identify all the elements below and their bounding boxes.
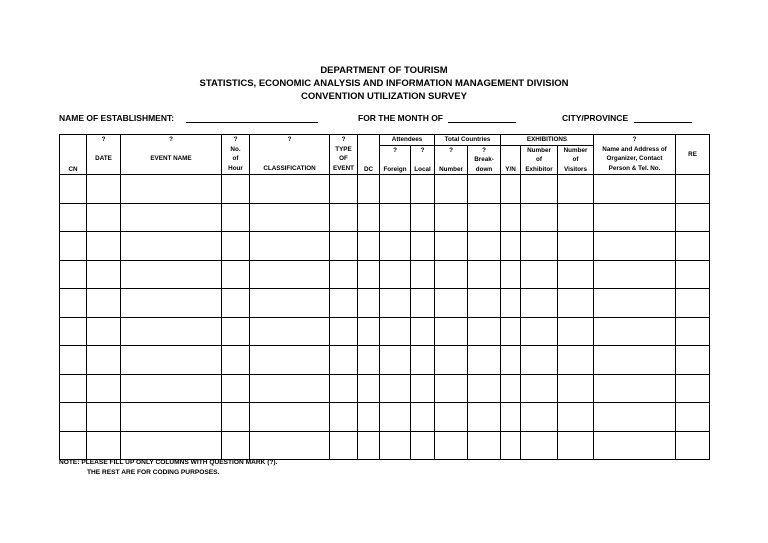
col-event-name: ? EVENT NAME <box>121 135 222 175</box>
col-yn: Y/N <box>501 145 521 175</box>
table-cell[interactable] <box>594 374 676 403</box>
table-cell[interactable] <box>250 175 330 204</box>
col-cn: CN <box>60 135 87 175</box>
table-cell[interactable] <box>60 232 87 261</box>
table-cell[interactable] <box>501 289 521 318</box>
table-cell[interactable] <box>222 403 250 432</box>
table-cell[interactable] <box>60 403 87 432</box>
col-number-of-visitors: Number of Visitors <box>558 145 594 175</box>
table-cell[interactable] <box>121 232 222 261</box>
table-cell[interactable] <box>501 346 521 375</box>
table-row <box>60 260 710 289</box>
city-field <box>562 113 692 123</box>
table-cell[interactable] <box>676 175 710 204</box>
table-cell[interactable] <box>250 260 330 289</box>
table-row <box>60 431 710 460</box>
table-cell[interactable] <box>222 317 250 346</box>
table-cell[interactable] <box>435 374 468 403</box>
table-cell[interactable] <box>558 232 594 261</box>
footnote <box>59 458 277 478</box>
table-cell[interactable] <box>250 317 330 346</box>
table-cell[interactable] <box>358 260 380 289</box>
table-cell[interactable] <box>676 403 710 432</box>
table-cell[interactable] <box>594 289 676 318</box>
table-cell[interactable] <box>380 431 411 460</box>
table-cell[interactable] <box>676 374 710 403</box>
table-cell[interactable] <box>380 317 411 346</box>
table-cell[interactable] <box>358 317 380 346</box>
table-cell[interactable] <box>594 175 676 204</box>
table-cell[interactable] <box>411 289 435 318</box>
table-cell[interactable] <box>501 175 521 204</box>
table-cell[interactable] <box>330 317 358 346</box>
table-row <box>60 203 710 232</box>
table-cell[interactable] <box>87 175 121 204</box>
month-label: FOR THE MONTH OF <box>358 113 443 123</box>
table-cell[interactable] <box>521 317 558 346</box>
table-cell[interactable] <box>468 260 501 289</box>
table-cell[interactable] <box>468 431 501 460</box>
table-cell[interactable] <box>594 346 676 375</box>
table-cell[interactable] <box>250 203 330 232</box>
table-cell[interactable] <box>330 289 358 318</box>
table-cell[interactable] <box>594 403 676 432</box>
group-total-countries: Total Countries <box>435 135 501 146</box>
table-cell[interactable] <box>250 232 330 261</box>
table-cell[interactable] <box>501 403 521 432</box>
table-cell[interactable] <box>411 203 435 232</box>
month-field <box>358 113 516 123</box>
table-cell[interactable] <box>676 232 710 261</box>
table-cell[interactable] <box>60 374 87 403</box>
month-blank[interactable] <box>448 113 516 123</box>
table-cell[interactable] <box>330 346 358 375</box>
table-cell[interactable] <box>222 289 250 318</box>
table-cell[interactable] <box>558 317 594 346</box>
table-cell[interactable] <box>594 260 676 289</box>
table-cell[interactable] <box>380 232 411 261</box>
table-row <box>60 374 710 403</box>
col-number: ? Number <box>435 145 468 175</box>
table-cell[interactable] <box>558 346 594 375</box>
city-label: CITY/PROVINCE <box>562 113 629 123</box>
table-cell[interactable] <box>87 203 121 232</box>
table-cell[interactable] <box>222 346 250 375</box>
table-cell[interactable] <box>468 289 501 318</box>
establishment-field <box>59 113 318 123</box>
table-cell[interactable] <box>594 203 676 232</box>
table-cell[interactable] <box>558 431 594 460</box>
table-cell[interactable] <box>501 317 521 346</box>
table-cell[interactable] <box>121 346 222 375</box>
table-cell[interactable] <box>330 232 358 261</box>
table-cell[interactable] <box>676 260 710 289</box>
table-cell[interactable] <box>501 374 521 403</box>
table-cell[interactable] <box>358 431 380 460</box>
division-title: STATISTICS, ECONOMIC ANALYSIS AND INFORMATION MANAGEMENT DIVISION <box>199 78 569 89</box>
city-blank[interactable] <box>634 113 692 123</box>
col-local: ? Local <box>411 145 435 175</box>
table-cell[interactable] <box>250 289 330 318</box>
table-cell[interactable] <box>558 175 594 204</box>
note-line-2: THE REST ARE FOR CODING PURPOSES. <box>87 469 220 476</box>
col-foreign: ? Foreign <box>380 145 411 175</box>
table-cell[interactable] <box>676 203 710 232</box>
table-cell[interactable] <box>380 346 411 375</box>
table-cell[interactable] <box>87 403 121 432</box>
table-cell[interactable] <box>435 289 468 318</box>
table-cell[interactable] <box>60 203 87 232</box>
table-cell[interactable] <box>121 403 222 432</box>
table-cell[interactable] <box>521 203 558 232</box>
table-cell[interactable] <box>521 175 558 204</box>
department-title: DEPARTMENT OF TOURISM <box>320 65 448 76</box>
form-header <box>0 64 768 103</box>
table-cell[interactable] <box>358 232 380 261</box>
table-row <box>60 289 710 318</box>
table-cell[interactable] <box>121 317 222 346</box>
table-row <box>60 232 710 261</box>
table-cell[interactable] <box>411 346 435 375</box>
table-cell[interactable] <box>380 289 411 318</box>
table-cell[interactable] <box>330 403 358 432</box>
note-line-1: NOTE: PLEASE FILL UP ONLY COLUMNS WITH QUESTION MARK (?). <box>59 459 278 466</box>
table-cell[interactable] <box>222 374 250 403</box>
table-cell[interactable] <box>358 175 380 204</box>
table-cell[interactable] <box>250 403 330 432</box>
table-cell[interactable] <box>380 203 411 232</box>
table-cell[interactable] <box>250 346 330 375</box>
col-breakdown: ? Break- down <box>468 145 501 175</box>
col-date: ? DATE <box>87 135 121 175</box>
table-cell[interactable] <box>121 260 222 289</box>
table-cell[interactable] <box>435 403 468 432</box>
table-cell[interactable] <box>594 431 676 460</box>
table-cell[interactable] <box>60 346 87 375</box>
table-cell[interactable] <box>521 403 558 432</box>
table-cell[interactable] <box>411 403 435 432</box>
table-cell[interactable] <box>411 374 435 403</box>
table-row <box>60 317 710 346</box>
table-row <box>60 175 710 204</box>
table-cell[interactable] <box>380 374 411 403</box>
table-cell[interactable] <box>676 346 710 375</box>
table-cell[interactable] <box>468 175 501 204</box>
table-cell[interactable] <box>411 232 435 261</box>
col-classification: ? CLASSIFICATION <box>250 135 330 175</box>
table-cell[interactable] <box>676 317 710 346</box>
table-cell[interactable] <box>380 175 411 204</box>
table-cell[interactable] <box>411 431 435 460</box>
table-cell[interactable] <box>222 232 250 261</box>
table-cell[interactable] <box>468 346 501 375</box>
table-cell[interactable] <box>121 374 222 403</box>
table-cell[interactable] <box>250 431 330 460</box>
table-cell[interactable] <box>121 289 222 318</box>
table-cell[interactable] <box>435 203 468 232</box>
table-cell[interactable] <box>558 403 594 432</box>
table-cell[interactable] <box>435 431 468 460</box>
table-cell[interactable] <box>521 374 558 403</box>
table-cell[interactable] <box>60 317 87 346</box>
table-cell[interactable] <box>435 260 468 289</box>
table-cell[interactable] <box>60 289 87 318</box>
col-no-of-hour: ? No. of Hour <box>222 135 250 175</box>
table-cell[interactable] <box>435 346 468 375</box>
table-cell[interactable] <box>222 175 250 204</box>
table-cell[interactable] <box>521 289 558 318</box>
table-cell[interactable] <box>435 232 468 261</box>
table-cell[interactable] <box>87 346 121 375</box>
table-cell[interactable] <box>250 374 330 403</box>
table-cell[interactable] <box>380 260 411 289</box>
header-row-1 <box>60 135 710 146</box>
table-cell[interactable] <box>87 317 121 346</box>
col-organizer: ? Name and Address of Organizer, Contact Person & Tel. No. <box>594 135 676 175</box>
table-row <box>60 346 710 375</box>
table-cell[interactable] <box>411 317 435 346</box>
survey-table <box>59 134 710 460</box>
table-cell[interactable] <box>521 232 558 261</box>
table-row <box>60 403 710 432</box>
table-cell[interactable] <box>501 260 521 289</box>
table-cell[interactable] <box>468 317 501 346</box>
table-cell[interactable] <box>87 374 121 403</box>
table-cell[interactable] <box>468 403 501 432</box>
table-cell[interactable] <box>558 374 594 403</box>
table-cell[interactable] <box>501 232 521 261</box>
table-cell[interactable] <box>676 431 710 460</box>
group-attendees: Attendees <box>380 135 435 146</box>
table-cell[interactable] <box>521 260 558 289</box>
table-cell[interactable] <box>358 203 380 232</box>
table-cell[interactable] <box>468 232 501 261</box>
table-cell[interactable] <box>558 260 594 289</box>
col-re: RE <box>676 135 710 175</box>
table-cell[interactable] <box>87 289 121 318</box>
table-cell[interactable] <box>468 203 501 232</box>
table-cell[interactable] <box>121 431 222 460</box>
table-cell[interactable] <box>358 289 380 318</box>
form-fields <box>59 113 709 127</box>
table-cell[interactable] <box>558 203 594 232</box>
table-cell[interactable] <box>60 260 87 289</box>
table-cell[interactable] <box>330 431 358 460</box>
table-cell[interactable] <box>222 203 250 232</box>
table-cell[interactable] <box>521 346 558 375</box>
table-cell[interactable] <box>501 203 521 232</box>
table-cell[interactable] <box>435 317 468 346</box>
establishment-blank[interactable] <box>186 113 318 123</box>
survey-title: CONVENTION UTILIZATION SURVEY <box>301 91 467 102</box>
table-cell[interactable] <box>676 289 710 318</box>
table-cell[interactable] <box>558 289 594 318</box>
table-cell[interactable] <box>358 374 380 403</box>
table-cell[interactable] <box>501 431 521 460</box>
table-cell[interactable] <box>330 374 358 403</box>
table-cell[interactable] <box>468 374 501 403</box>
table-cell[interactable] <box>60 175 87 204</box>
group-exhibitions: EXHIBITIONS <box>501 135 594 146</box>
table-cell[interactable] <box>60 431 87 460</box>
table-cell[interactable] <box>222 431 250 460</box>
table-cell[interactable] <box>87 232 121 261</box>
col-dc: DC <box>358 135 380 175</box>
table-cell[interactable] <box>594 317 676 346</box>
table-cell[interactable] <box>121 175 222 204</box>
table-cell[interactable] <box>521 431 558 460</box>
table-cell[interactable] <box>222 260 250 289</box>
table-cell[interactable] <box>330 260 358 289</box>
table-cell[interactable] <box>87 260 121 289</box>
table-cell[interactable] <box>358 346 380 375</box>
col-number-of-exhibitor: Number of Exhibitor <box>521 145 558 175</box>
table-cell[interactable] <box>435 175 468 204</box>
table-cell[interactable] <box>87 431 121 460</box>
table-cell[interactable] <box>121 203 222 232</box>
table-cell[interactable] <box>594 232 676 261</box>
table-cell[interactable] <box>380 403 411 432</box>
table-cell[interactable] <box>411 175 435 204</box>
table-cell[interactable] <box>330 175 358 204</box>
table-cell[interactable] <box>358 403 380 432</box>
establishment-label: NAME OF ESTABLISHMENT: <box>59 113 175 123</box>
table-cell[interactable] <box>411 260 435 289</box>
col-type-of-event: ? TYPE OF EVENT <box>330 135 358 175</box>
table-cell[interactable] <box>330 203 358 232</box>
